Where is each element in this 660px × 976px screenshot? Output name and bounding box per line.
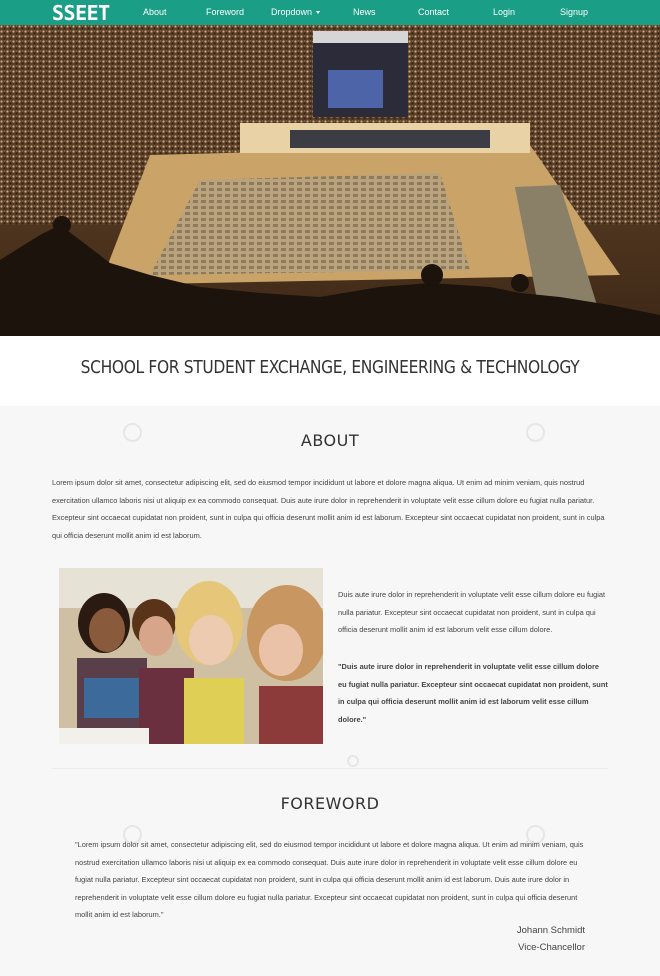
caret-down-icon [316,11,320,14]
about-side-text: Duis aute irure dolor in reprehenderit in voluptate velit esse cillum dolore eu fugiat nulla pariatur. Excepteur sint occaecat cupidatat non proident, sunt in culpa qui officia deserunt mollit anim id est laborum velit esse cillum dolore. [338,590,606,635]
decor-circle [347,755,359,767]
foreword-author-title: Vice-Chancellor [518,942,585,953]
arena-photo [0,25,660,336]
about-heading: ABOUT [300,431,360,450]
section-divider [52,768,608,769]
school-title: SCHOOL FOR STUDENT EXCHANGE, ENGINEERING & TECHNOLOGY [80,357,580,378]
hero-carousel[interactable] [0,25,660,336]
foreword-heading: FOREWORD [280,794,380,813]
about-side-quote: "Duis aute irure dolor in reprehenderit in voluptate velit esse cillum dolore eu fugiat nulla pariatur. Excepteur sint occaecat cupidatat non proident, sunt in culpa qui officia deserunt mollit anim id est laborum velit esse cillum dolore." [338,662,608,724]
nav-link-news[interactable]: News [353,7,376,17]
nav-link-login[interactable]: Login [493,7,516,17]
about-intro: Lorem ipsum dolor sit amet, consectetur adipiscing elit, sed do eiusmod tempor incididunt ut labore et dolore magna aliqua. Ut enim ad minim veniam, quis nostrud exercitation ullamco laboris nisi ut aliquip ex ea commodo consequat. Duis aute irure dolor in reprehenderit in voluptate velit esse cillum dolore eu fugiat nulla pariatur. Excepteur sint occaecat cupidatat non proident, sunt in culpa qui officia deserunt mollit anim id est laborum. Excepteur sint occaecat cupidatat non proident, sunt in culpa qui officia deserunt mollit anim id est laborum. [52,478,605,540]
foreword-text: "Lorem ipsum dolor sit amet, consectetur adipiscing elit, sed do eiusmod tempor incididunt ut labore et dolore magna aliqua. Ut enim ad minim veniam, quis nostrud exercitation ullamco laboris nisi ut aliquip ex ea commodo consequat. Duis aute irure dolor in reprehenderit in voluptate velit esse cillum dolore eu fugiat nulla pariatur. Excepteur sint occaecat cupidatat non proident, sunt in culpa qui officia deserunt mollit anim id est laborum. Duis aute irure dolor in reprehenderit in voluptate velit esse cillum dolore eu fugiat nulla pariatur. Excepteur sint occaecat cupidatat non proident, sunt in culpa qui officia deserunt mollit anim id est laborum." [75,840,584,920]
navbar [0,0,660,25]
brand-logo[interactable]: SSEET [52,1,110,25]
foreword-author: Johann Schmidt [516,925,585,936]
nav-link-signup[interactable]: Signup [560,7,589,17]
nav-link-foreword[interactable]: Foreword [206,7,245,17]
nav-link-contact[interactable]: Contact [418,7,450,17]
nav-link-about[interactable]: About [143,7,167,17]
nav-dropdown-label: Dropdown [271,7,313,17]
nav-dropdown[interactable] [271,7,320,17]
students-photo [59,568,323,744]
